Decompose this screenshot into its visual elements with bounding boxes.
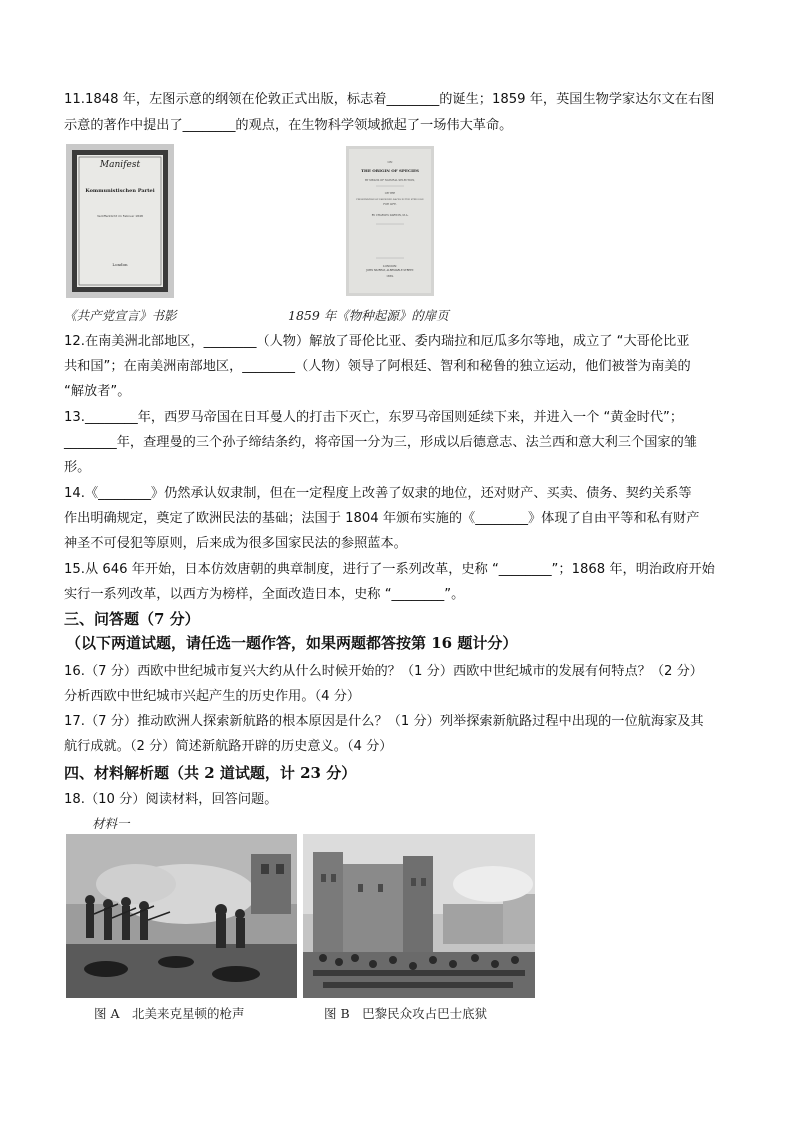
origin-title-main: THE ORIGIN OF SPECIES — [361, 168, 419, 173]
q12-line2: 共和国”；在南美洲南部地区，________（人物）领导了阿根廷、智利和秘鲁的独立运动，他们被誉为南美的 — [64, 359, 691, 374]
caption-manifesto: 《共产党宣言》书影 — [64, 308, 177, 323]
origin-title-top: ON — [387, 160, 393, 164]
q13-line1: 13.________年，西罗马帝国在日耳曼人的打击下灭亡，东罗马帝国则延续下来，并进入一个 “黄金时代”； — [64, 410, 684, 425]
material-one-label: 材料一 — [92, 816, 130, 831]
q13-line3: 形。 — [64, 460, 91, 475]
origin-small-6: LONDON: — [382, 264, 398, 268]
origin-small-3: PRESERVATION OF FAVOURED RACES IN THE STRUGGLE — [356, 198, 424, 201]
section-four-title: 四、材料解析题（共 2 道试题，计 23 分） — [64, 764, 357, 782]
manifest-subtitle: Kommunistischen Partei — [85, 188, 155, 194]
origin-small-1: BY MEANS OF NATURAL SELECTION, — [365, 179, 415, 182]
lexington-battle-image — [66, 834, 297, 998]
q16-line1: 16.（7 分）西欧中世纪城市复兴大约从什么时候开始的？（1 分）西欧中世纪城市的发展有何特点？（2 分） — [64, 664, 703, 679]
caption-figure-a: 图 A 北美来克星顿的枪声 — [94, 1006, 245, 1021]
q17-line1: 17.（7 分）推动欧洲人探索新航路的根本原因是什么？（1 分）列举探索新航路过程中出现的一位航海家及其 — [64, 714, 704, 729]
q11-line2: 示意的著作中提出了________的观点，在生物科学领域掀起了一场伟大革命。 — [64, 118, 513, 133]
manifest-small-1: Veröffentlicht im Februar 1848 — [97, 214, 143, 218]
origin-small-4: FOR LIFE. — [383, 203, 397, 206]
origin-small-8: 1859. — [386, 275, 394, 278]
manifest-title: Manifest — [99, 160, 141, 170]
origin-small-5: BY CHARLES DARWIN, M.A. — [371, 214, 409, 217]
q15-line2: 实行一系列改革，以西方为榜样，全面改造日本，史称 “________”。 — [64, 587, 465, 602]
communist-manifesto-cover-image — [66, 144, 174, 298]
q17-line2: 航行成就。（2 分）简述新航路开辟的历史意义。（4 分） — [64, 739, 393, 754]
caption-figure-b: 图 B 巴黎民众攻占巴士底狱 — [324, 1006, 488, 1021]
section-three-note: （以下两道试题，请任选一题作答，如果两题都答按第 16 题计分） — [66, 634, 518, 652]
origin-small-7: JOHN MURRAY, ALBEMARLE STREET. — [366, 269, 414, 272]
caption-origin-of-species: 1859 年《物种起源》的扉页 — [288, 308, 449, 323]
q18-line1: 18.（10 分）阅读材料，回答问题。 — [64, 792, 278, 807]
origin-of-species-title-page-image — [346, 146, 434, 296]
q14-line3: 神圣不可侵犯等原则，后来成为很多国家民法的参照蓝本。 — [64, 536, 407, 551]
q11-line1: 11.1848 年，左图示意的纲领在伦敦正式出版，标志着________的诞生；1859 年，英国生物学家达尔文在右图 — [64, 92, 715, 107]
manifest-small-2: London — [112, 262, 128, 267]
q12-line3: “解放者”。 — [64, 384, 131, 399]
q12-line1: 12.在南美洲北部地区，________（人物）解放了哥伦比亚、委内瑞拉和厄瓜多尔等地，成立了 “大哥伦比亚 — [64, 334, 690, 349]
section-three-title: 三、问答题（7 分） — [64, 610, 200, 628]
q16-line2: 分析西欧中世纪城市兴起产生的历史作用。（4 分） — [64, 689, 361, 704]
bastille-storming-image — [303, 834, 535, 998]
q13-line2: ________年，查理曼的三个孙子缔结条约，将帝国一分为三，形成以后德意志、法兰西和意大利三个国家的雏 — [64, 435, 697, 450]
q14-line1: 14.《________》仍然承认奴隶制，但在一定程度上改善了奴隶的地位，还对财产、买卖、债务、契约关系等 — [64, 486, 692, 501]
origin-small-2: OR THE — [384, 192, 396, 195]
q15-line1: 15.从 646 年开始，日本仿效唐朝的典章制度，进行了一系列改革，史称 “________”；1868 年，明治政府开始 — [64, 562, 715, 577]
q14-line2: 作出明确规定，奠定了欧洲民法的基础；法国于 1804 年颁布实施的《________》体现了自由平等和私有财产 — [64, 511, 700, 526]
